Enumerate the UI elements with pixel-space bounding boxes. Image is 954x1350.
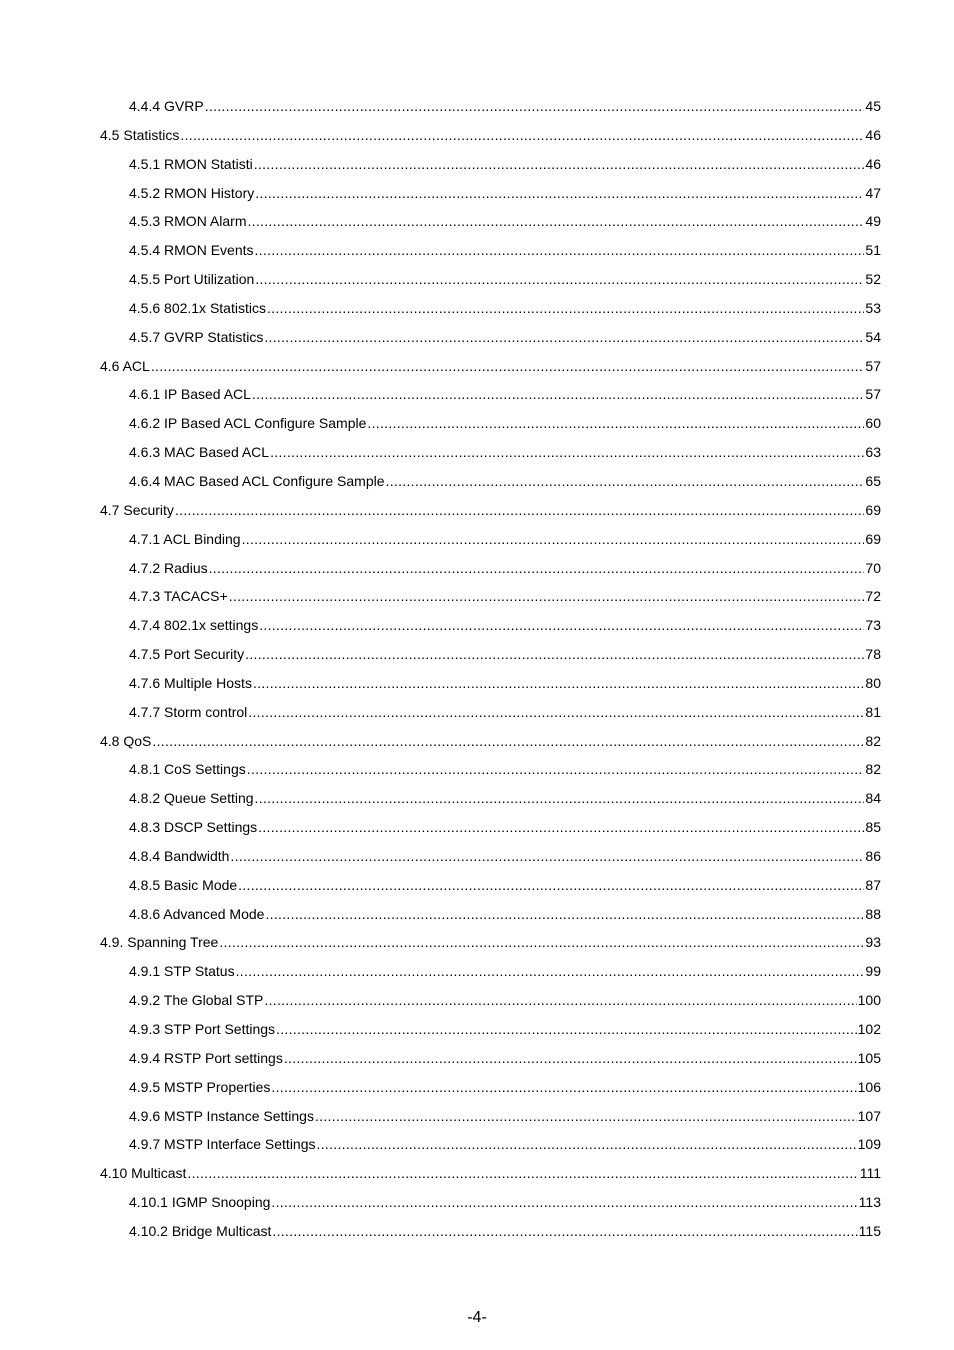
toc-entry[interactable] — [100, 784, 881, 813]
toc-entry[interactable] — [100, 121, 881, 150]
toc-entry-page: 86 — [865, 847, 881, 864]
toc-entry[interactable] — [100, 207, 881, 236]
toc-dot-leader — [267, 294, 864, 323]
toc-entry-title: 4.10.2 Bridge Multicast — [129, 1222, 272, 1239]
toc-entry[interactable] — [100, 150, 881, 179]
toc-entry[interactable] — [100, 179, 881, 208]
toc-entry-page: 99 — [865, 963, 881, 980]
toc-dot-leader — [229, 582, 865, 611]
toc-dot-leader — [276, 1015, 857, 1044]
toc-dot-leader — [205, 92, 865, 121]
toc-entry-page: 88 — [865, 905, 881, 922]
toc-dot-leader — [315, 1102, 857, 1131]
toc-dot-leader — [252, 380, 864, 409]
toc-dot-leader — [255, 265, 864, 294]
toc-entry-page: 84 — [865, 790, 881, 807]
toc-entry[interactable] — [100, 554, 881, 583]
toc-entry-title: 4.5.6 802.1x Statistics — [129, 299, 266, 316]
toc-entry[interactable] — [100, 1015, 881, 1044]
toc-entry-page: 65 — [865, 472, 881, 489]
toc-entry-page: 69 — [865, 501, 881, 518]
toc-entry-title: 4.8.2 Queue Setting — [129, 790, 254, 807]
toc-entry-page: 51 — [865, 242, 881, 259]
toc-entry[interactable] — [100, 92, 881, 121]
toc-entry-page: 100 — [857, 992, 881, 1009]
toc-entry-title: 4.7.1 ACL Binding — [129, 530, 241, 547]
toc-dot-leader — [367, 409, 864, 438]
toc-entry[interactable] — [100, 582, 881, 611]
toc-entry[interactable] — [100, 842, 881, 871]
toc-entry-page: 111 — [859, 1165, 881, 1182]
toc-entry-page: 107 — [857, 1107, 881, 1124]
toc-dot-leader — [248, 698, 864, 727]
toc-entry-title: 4.4.4 GVRP — [129, 98, 204, 114]
toc-entry[interactable] — [100, 1188, 881, 1217]
toc-entry[interactable] — [100, 1102, 881, 1131]
toc-entry[interactable] — [100, 986, 881, 1015]
toc-entry-page: 85 — [865, 819, 881, 836]
toc-entry[interactable] — [100, 957, 881, 986]
toc-entry-title: 4.6.3 MAC Based ACL — [129, 444, 270, 461]
toc-entry[interactable] — [100, 323, 881, 352]
toc-entry-title: 4.8.3 DSCP Settings — [129, 819, 258, 836]
toc-entry-title: 4.6.4 MAC Based ACL Configure Sample — [129, 472, 385, 489]
toc-entry-page: 57 — [865, 386, 881, 403]
toc-entry[interactable] — [100, 496, 881, 525]
toc-entry-title: 4.9.2 The Global STP — [129, 992, 264, 1009]
toc-entry-title: 4.5.2 RMON History — [129, 184, 255, 201]
toc-entry-title: 4.5 Statistics — [100, 126, 180, 143]
toc-dot-leader — [253, 669, 864, 698]
toc-entry-page: 49 — [865, 213, 881, 230]
toc-dot-leader — [175, 496, 864, 525]
table-of-contents — [100, 92, 881, 1246]
toc-entry-page: 82 — [865, 761, 881, 778]
toc-dot-leader — [247, 207, 864, 236]
toc-entry-title: 4.7.5 Port Security — [129, 646, 245, 663]
toc-dot-leader — [245, 640, 864, 669]
toc-entry-title: 4.5.3 RMON Alarm — [129, 213, 247, 230]
toc-entry[interactable] — [100, 813, 881, 842]
toc-entry-title: 4.9.7 MSTP Interface Settings — [129, 1136, 316, 1153]
toc-entry[interactable] — [100, 1073, 881, 1102]
page-number: -4- — [467, 1309, 487, 1326]
toc-dot-leader — [264, 986, 856, 1015]
toc-entry-page: 105 — [857, 1049, 881, 1066]
toc-entry[interactable] — [100, 1044, 881, 1073]
toc-dot-leader — [259, 611, 864, 640]
toc-entry-title: 4.10.1 IGMP Snooping — [129, 1194, 271, 1211]
toc-entry-title: 4.7.7 Storm control — [129, 703, 248, 720]
toc-entry-page: 93 — [865, 934, 881, 951]
toc-dot-leader — [242, 525, 865, 554]
toc-dot-leader — [152, 727, 864, 756]
toc-entry-title: 4.9. Spanning Tree — [100, 934, 219, 951]
toc-entry-title: 4.8.1 CoS Settings — [129, 761, 246, 778]
toc-entry-title: 4.8 QoS — [100, 732, 152, 749]
toc-entry-page: 113 — [858, 1194, 881, 1211]
toc-dot-leader — [317, 1130, 857, 1159]
toc-entry-title: 4.5.5 Port Utilization — [129, 271, 255, 288]
toc-entry[interactable] — [100, 640, 881, 669]
toc-entry-page: 72 — [865, 588, 881, 605]
toc-dot-leader — [265, 900, 864, 929]
toc-entry-title: 4.9.6 MSTP Instance Settings — [129, 1107, 314, 1124]
toc-entry-title: 4.8.6 Advanced Mode — [129, 905, 265, 922]
toc-dot-leader — [255, 179, 864, 208]
toc-entry-page: 53 — [865, 299, 881, 316]
toc-entry[interactable] — [100, 727, 881, 756]
toc-entry-title: 4.10 Multicast — [100, 1165, 187, 1182]
toc-dot-leader — [187, 1159, 858, 1188]
toc-entry[interactable] — [100, 467, 881, 496]
toc-entry-page: 82 — [865, 732, 881, 749]
toc-entry-page: 60 — [865, 415, 881, 432]
toc-entry[interactable] — [100, 294, 881, 323]
toc-entry-title: 4.8.5 Basic Mode — [129, 876, 238, 893]
toc-entry-title: 4.9.1 STP Status — [129, 963, 235, 980]
toc-dot-leader — [230, 842, 864, 871]
toc-entry-page: 45 — [865, 98, 881, 114]
toc-entry[interactable] — [100, 352, 881, 381]
toc-entry-page: 57 — [865, 357, 881, 374]
toc-entry-page: 46 — [865, 126, 881, 143]
toc-entry[interactable] — [100, 409, 881, 438]
toc-entry-page: 46 — [865, 155, 881, 172]
toc-dot-leader — [255, 236, 865, 265]
toc-dot-leader — [386, 467, 865, 496]
toc-entry-title: 4.7 Security — [100, 501, 174, 518]
toc-dot-leader — [270, 438, 864, 467]
toc-entry-page: 78 — [865, 646, 881, 663]
toc-entry-title: 4.7.2 Radius — [129, 559, 208, 576]
toc-entry-page: 106 — [857, 1078, 881, 1095]
toc-entry[interactable] — [100, 1217, 881, 1246]
toc-entry-page: 87 — [865, 876, 881, 893]
toc-entry-page: 109 — [857, 1136, 881, 1153]
toc-entry-page: 63 — [865, 444, 881, 461]
toc-entry[interactable] — [100, 755, 881, 784]
toc-entry-page: 52 — [865, 271, 881, 288]
toc-dot-leader — [284, 1044, 857, 1073]
toc-entry-page: 47 — [865, 184, 881, 201]
toc-entry-page: 80 — [865, 674, 881, 691]
toc-entry[interactable] — [100, 698, 881, 727]
toc-dot-leader — [271, 1073, 856, 1102]
toc-dot-leader — [271, 1188, 857, 1217]
toc-entry-title: 4.6.1 IP Based ACL — [129, 386, 251, 403]
toc-entry-title: 4.9.4 RSTP Port settings — [129, 1049, 283, 1066]
toc-dot-leader — [219, 928, 864, 957]
toc-dot-leader — [247, 755, 865, 784]
toc-entry[interactable] — [100, 611, 881, 640]
toc-entry[interactable] — [100, 871, 881, 900]
toc-dot-leader — [236, 957, 865, 986]
toc-entry-title: 4.6 ACL — [100, 357, 150, 374]
toc-entry[interactable] — [100, 928, 881, 957]
toc-dot-leader — [258, 813, 864, 842]
toc-dot-leader — [151, 352, 865, 381]
toc-entry-page: 54 — [865, 328, 881, 345]
toc-entry-title: 4.5.7 GVRP Statistics — [129, 328, 264, 345]
toc-entry-title: 4.8.4 Bandwidth — [129, 847, 230, 864]
toc-entry-title: 4.7.4 802.1x settings — [129, 617, 259, 634]
toc-dot-leader — [264, 323, 864, 352]
toc-dot-leader — [238, 871, 864, 900]
toc-entry-title: 4.5.1 RMON Statisti — [129, 155, 253, 172]
toc-entry-page: 70 — [865, 559, 881, 576]
toc-entry[interactable] — [100, 265, 881, 294]
toc-entry-title: 4.6.2 IP Based ACL Configure Sample — [129, 415, 367, 432]
toc-entry[interactable] — [100, 669, 881, 698]
toc-entry[interactable] — [100, 1159, 881, 1188]
toc-dot-leader — [254, 150, 865, 179]
toc-entry-page: 115 — [858, 1222, 881, 1239]
toc-entry-page: 73 — [865, 617, 881, 634]
toc-dot-leader — [209, 554, 865, 583]
toc-entry-page: 102 — [857, 1021, 881, 1037]
toc-entry-title: 4.9.3 STP Port Settings — [129, 1021, 276, 1037]
toc-entry[interactable] — [100, 525, 881, 554]
toc-entry[interactable] — [100, 380, 881, 409]
toc-entry-title: 4.9.5 MSTP Properties — [129, 1078, 271, 1095]
toc-entry-title: 4.7.3 TACACS+ — [129, 588, 228, 605]
toc-dot-leader — [180, 121, 864, 150]
toc-entry[interactable] — [100, 236, 881, 265]
toc-entry-title: 4.7.6 Multiple Hosts — [129, 674, 252, 691]
toc-entry-title: 4.5.4 RMON Events — [129, 242, 254, 259]
toc-dot-leader — [272, 1217, 857, 1246]
toc-dot-leader — [255, 784, 865, 813]
toc-entry[interactable] — [100, 900, 881, 929]
toc-entry-page: 81 — [865, 703, 881, 720]
toc-entry[interactable] — [100, 438, 881, 467]
toc-entry-page: 69 — [865, 530, 881, 547]
toc-entry[interactable] — [100, 1130, 881, 1159]
